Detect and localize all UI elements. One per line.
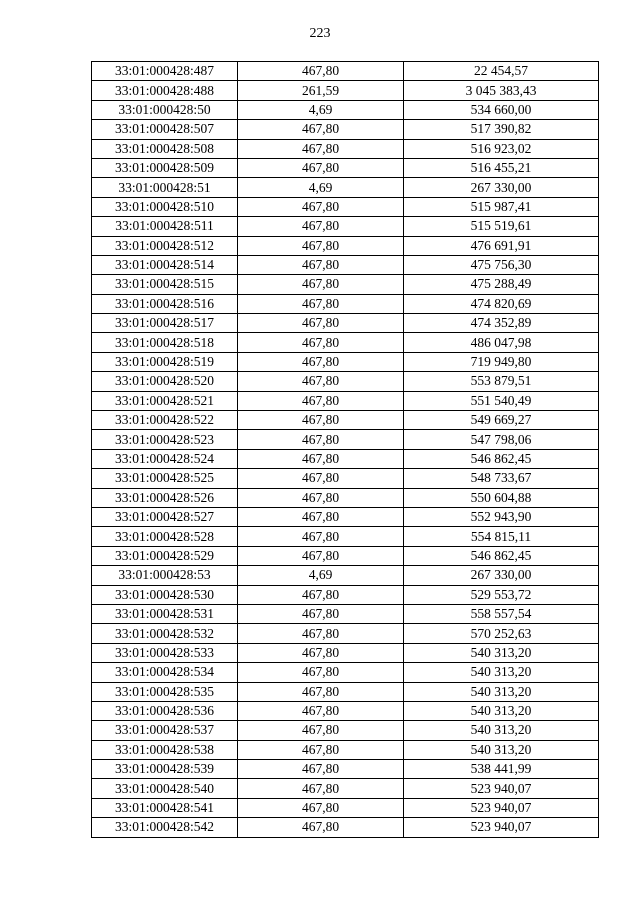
- cadastral-number-cell: 33:01:000428:51: [92, 178, 238, 197]
- table-row: [92, 760, 599, 779]
- value-cell: 550 604,88: [404, 488, 599, 507]
- area-cell: 467,80: [238, 663, 404, 682]
- table-row: [92, 100, 599, 119]
- value-cell: 548 733,67: [404, 469, 599, 488]
- table-row: [92, 314, 599, 333]
- value-cell: 523 940,07: [404, 779, 599, 798]
- area-cell: 467,80: [238, 721, 404, 740]
- value-cell: 546 862,45: [404, 546, 599, 565]
- area-cell: 467,80: [238, 352, 404, 371]
- table-row: [92, 566, 599, 585]
- area-cell: 467,80: [238, 585, 404, 604]
- value-cell: 3 045 383,43: [404, 81, 599, 100]
- table-row: [92, 624, 599, 643]
- cadastral-number-cell: 33:01:000428:509: [92, 158, 238, 177]
- value-cell: 516 923,02: [404, 139, 599, 158]
- cadastral-number-cell: 33:01:000428:532: [92, 624, 238, 643]
- value-cell: 534 660,00: [404, 100, 599, 119]
- value-cell: 554 815,11: [404, 527, 599, 546]
- value-cell: 529 553,72: [404, 585, 599, 604]
- area-cell: 467,80: [238, 197, 404, 216]
- area-cell: 467,80: [238, 604, 404, 623]
- value-cell: 540 313,20: [404, 663, 599, 682]
- table-row: [92, 430, 599, 449]
- area-cell: 467,80: [238, 643, 404, 662]
- table-row: [92, 275, 599, 294]
- table-row: [92, 663, 599, 682]
- table-row: [92, 158, 599, 177]
- table-row: [92, 779, 599, 798]
- cadastral-number-cell: 33:01:000428:541: [92, 798, 238, 817]
- table-row: [92, 585, 599, 604]
- value-cell: 523 940,07: [404, 798, 599, 817]
- table-row: [92, 469, 599, 488]
- cadastral-number-cell: 33:01:000428:535: [92, 682, 238, 701]
- area-cell: 467,80: [238, 391, 404, 410]
- cadastral-number-cell: 33:01:000428:526: [92, 488, 238, 507]
- cadastral-number-cell: 33:01:000428:519: [92, 352, 238, 371]
- area-cell: 467,80: [238, 217, 404, 236]
- cadastral-number-cell: 33:01:000428:525: [92, 469, 238, 488]
- area-cell: 467,80: [238, 546, 404, 565]
- table-row: [92, 818, 599, 837]
- cadastral-number-cell: 33:01:000428:510: [92, 197, 238, 216]
- value-cell: 516 455,21: [404, 158, 599, 177]
- area-cell: 467,80: [238, 449, 404, 468]
- area-cell: 467,80: [238, 255, 404, 274]
- value-cell: 515 987,41: [404, 197, 599, 216]
- value-cell: 474 820,69: [404, 294, 599, 313]
- table-row: [92, 798, 599, 817]
- area-cell: 467,80: [238, 294, 404, 313]
- table-row: [92, 352, 599, 371]
- value-cell: 540 313,20: [404, 740, 599, 759]
- cadastral-number-cell: 33:01:000428:539: [92, 760, 238, 779]
- table-row: [92, 411, 599, 430]
- cadastral-number-cell: 33:01:000428:521: [92, 391, 238, 410]
- cadastral-number-cell: 33:01:000428:533: [92, 643, 238, 662]
- area-cell: 467,80: [238, 507, 404, 526]
- cadastral-number-cell: 33:01:000428:516: [92, 294, 238, 313]
- value-cell: 719 949,80: [404, 352, 599, 371]
- area-cell: 261,59: [238, 81, 404, 100]
- cadastral-number-cell: 33:01:000428:518: [92, 333, 238, 352]
- table-row: [92, 682, 599, 701]
- table-row: [92, 120, 599, 139]
- value-cell: 523 940,07: [404, 818, 599, 837]
- area-cell: 4,69: [238, 100, 404, 119]
- area-cell: 467,80: [238, 701, 404, 720]
- value-cell: 547 798,06: [404, 430, 599, 449]
- table-row: [92, 372, 599, 391]
- cadastral-number-cell: 33:01:000428:511: [92, 217, 238, 236]
- table-row: [92, 527, 599, 546]
- value-cell: 558 557,54: [404, 604, 599, 623]
- cadastral-number-cell: 33:01:000428:522: [92, 411, 238, 430]
- value-cell: 551 540,49: [404, 391, 599, 410]
- table-row: [92, 546, 599, 565]
- cadastral-number-cell: 33:01:000428:512: [92, 236, 238, 255]
- value-cell: 476 691,91: [404, 236, 599, 255]
- table-row: [92, 62, 599, 81]
- cadastral-number-cell: 33:01:000428:531: [92, 604, 238, 623]
- value-cell: 267 330,00: [404, 566, 599, 585]
- page-number: 223: [309, 26, 331, 41]
- area-cell: 467,80: [238, 527, 404, 546]
- value-cell: 538 441,99: [404, 760, 599, 779]
- value-cell: 267 330,00: [404, 178, 599, 197]
- area-cell: 467,80: [238, 314, 404, 333]
- cadastral-number-cell: 33:01:000428:487: [92, 62, 238, 81]
- area-cell: 467,80: [238, 682, 404, 701]
- value-cell: 515 519,61: [404, 217, 599, 236]
- table-row: [92, 333, 599, 352]
- table-row: [92, 236, 599, 255]
- area-cell: 467,80: [238, 411, 404, 430]
- cadastral-number-cell: 33:01:000428:488: [92, 81, 238, 100]
- table-row: [92, 488, 599, 507]
- value-cell: 474 352,89: [404, 314, 599, 333]
- cadastral-value-table: [91, 61, 599, 838]
- area-cell: 467,80: [238, 372, 404, 391]
- cadastral-number-cell: 33:01:000428:523: [92, 430, 238, 449]
- value-cell: 546 862,45: [404, 449, 599, 468]
- cadastral-number-cell: 33:01:000428:534: [92, 663, 238, 682]
- table-row: [92, 217, 599, 236]
- area-cell: 467,80: [238, 798, 404, 817]
- value-cell: 552 943,90: [404, 507, 599, 526]
- cadastral-number-cell: 33:01:000428:524: [92, 449, 238, 468]
- area-cell: 4,69: [238, 178, 404, 197]
- area-cell: 467,80: [238, 779, 404, 798]
- table-row: [92, 449, 599, 468]
- area-cell: 467,80: [238, 158, 404, 177]
- table-row: [92, 255, 599, 274]
- cadastral-number-cell: 33:01:000428:517: [92, 314, 238, 333]
- value-cell: 553 879,51: [404, 372, 599, 391]
- value-cell: 540 313,20: [404, 701, 599, 720]
- area-cell: 467,80: [238, 430, 404, 449]
- area-cell: 467,80: [238, 488, 404, 507]
- cadastral-number-cell: 33:01:000428:536: [92, 701, 238, 720]
- table-row: [92, 391, 599, 410]
- cadastral-number-cell: 33:01:000428:515: [92, 275, 238, 294]
- cadastral-number-cell: 33:01:000428:53: [92, 566, 238, 585]
- value-cell: 570 252,63: [404, 624, 599, 643]
- value-cell: 540 313,20: [404, 721, 599, 740]
- cadastral-number-cell: 33:01:000428:537: [92, 721, 238, 740]
- area-cell: 467,80: [238, 624, 404, 643]
- cadastral-number-cell: 33:01:000428:538: [92, 740, 238, 759]
- table-row: [92, 178, 599, 197]
- cadastral-number-cell: 33:01:000428:520: [92, 372, 238, 391]
- table-row: [92, 643, 599, 662]
- table-row: [92, 701, 599, 720]
- area-cell: 467,80: [238, 139, 404, 158]
- value-cell: 540 313,20: [404, 682, 599, 701]
- table-row: [92, 721, 599, 740]
- area-cell: 467,80: [238, 333, 404, 352]
- cadastral-number-cell: 33:01:000428:528: [92, 527, 238, 546]
- area-cell: 467,80: [238, 275, 404, 294]
- value-cell: 475 288,49: [404, 275, 599, 294]
- cadastral-number-cell: 33:01:000428:507: [92, 120, 238, 139]
- area-cell: 467,80: [238, 760, 404, 779]
- cadastral-number-cell: 33:01:000428:527: [92, 507, 238, 526]
- cadastral-number-cell: 33:01:000428:50: [92, 100, 238, 119]
- table-row: [92, 294, 599, 313]
- area-cell: 467,80: [238, 818, 404, 837]
- value-cell: 517 390,82: [404, 120, 599, 139]
- table-row: [92, 139, 599, 158]
- value-cell: 22 454,57: [404, 62, 599, 81]
- area-cell: 467,80: [238, 62, 404, 81]
- table-row: [92, 81, 599, 100]
- value-cell: 549 669,27: [404, 411, 599, 430]
- cadastral-number-cell: 33:01:000428:514: [92, 255, 238, 274]
- cadastral-number-cell: 33:01:000428:508: [92, 139, 238, 158]
- table-row: [92, 197, 599, 216]
- value-cell: 475 756,30: [404, 255, 599, 274]
- area-cell: 4,69: [238, 566, 404, 585]
- table-row: [92, 507, 599, 526]
- value-cell: 540 313,20: [404, 643, 599, 662]
- area-cell: 467,80: [238, 740, 404, 759]
- area-cell: 467,80: [238, 469, 404, 488]
- cadastral-number-cell: 33:01:000428:542: [92, 818, 238, 837]
- cadastral-number-cell: 33:01:000428:540: [92, 779, 238, 798]
- table-body: [92, 62, 599, 838]
- table-row: [92, 604, 599, 623]
- cadastral-number-cell: 33:01:000428:530: [92, 585, 238, 604]
- value-cell: 486 047,98: [404, 333, 599, 352]
- area-cell: 467,80: [238, 236, 404, 255]
- area-cell: 467,80: [238, 120, 404, 139]
- table-row: [92, 740, 599, 759]
- cadastral-number-cell: 33:01:000428:529: [92, 546, 238, 565]
